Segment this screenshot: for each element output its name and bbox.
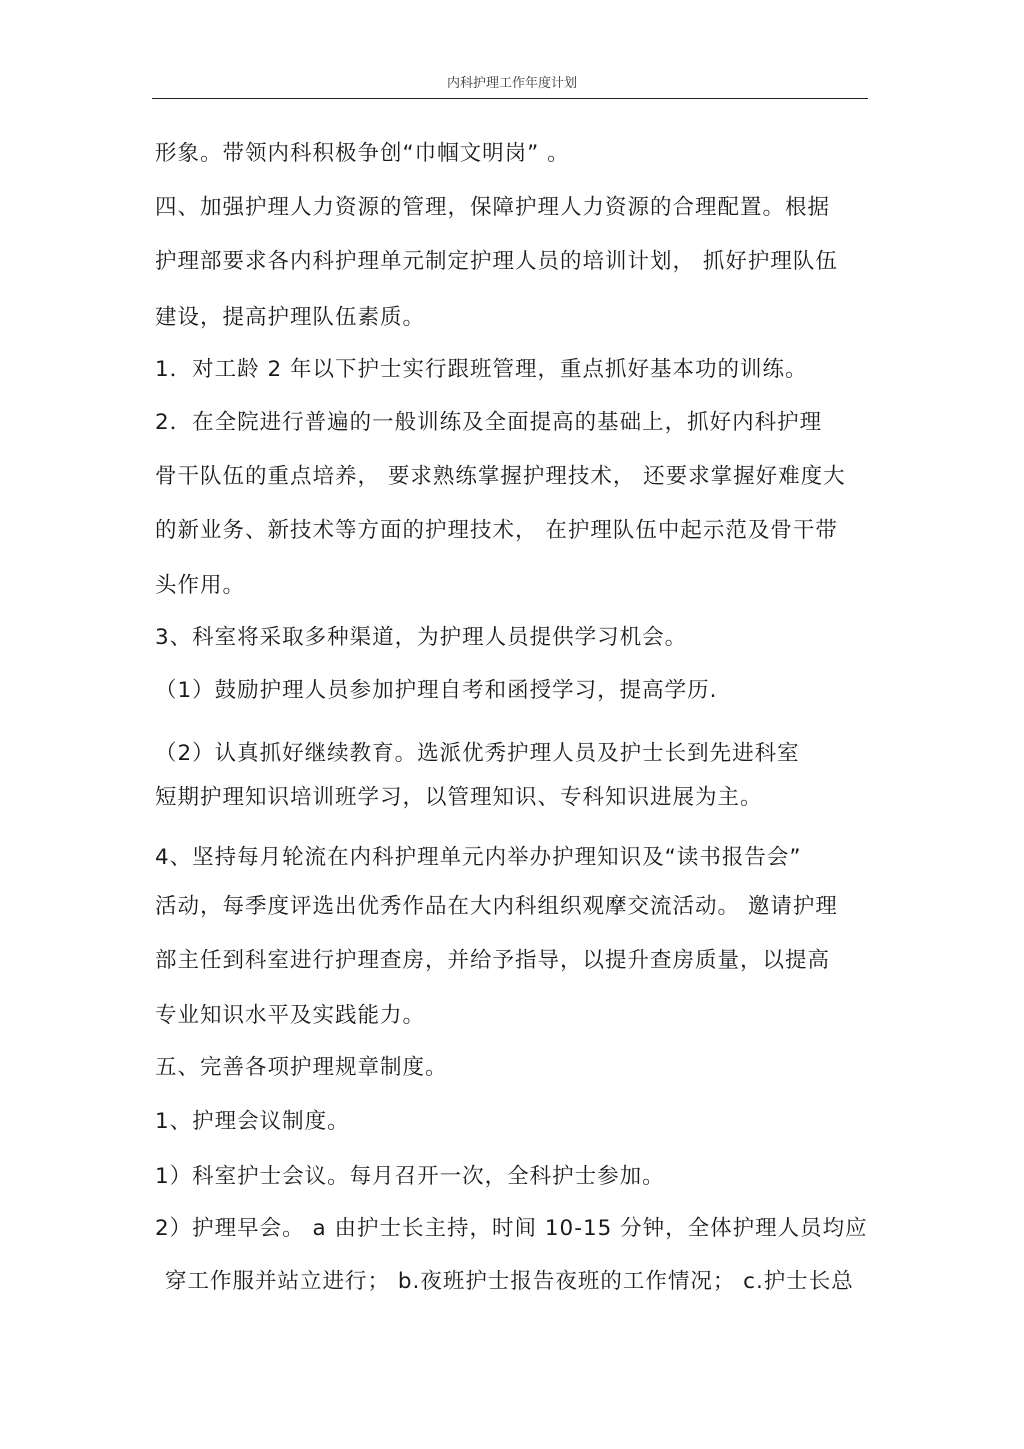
text-line: 专业知识水平及实践能力。	[155, 1003, 426, 1028]
text-line: 头作用。	[155, 573, 246, 598]
text-line: 1、护理会议制度。	[155, 1109, 350, 1134]
text-line: 建设，提高护理队伍素质。	[155, 305, 426, 330]
text-line: （1）鼓励护理人员参加护理自考和函授学习，提高学历.	[155, 678, 718, 703]
text-line: 的新业务、新技术等方面的护理技术， 在护理队伍中起示范及骨干带	[155, 518, 838, 543]
text-line: 3、科室将采取多种渠道，为护理人员提供学习机会。	[155, 625, 688, 650]
header-divider	[152, 98, 868, 99]
text-line: 部主任到科室进行护理查房，并给予指导，以提升查房质量，以提高	[155, 948, 831, 973]
text-line: 五、完善各项护理规章制度。	[155, 1055, 448, 1080]
text-line: 4、坚持每月轮流在内科护理单元内举办护理知识及“读书报告会”	[155, 845, 802, 870]
text-line: 1．对工龄 2 年以下护士实行跟班管理，重点抓好基本功的训练。	[155, 357, 808, 382]
text-line: 短期护理知识培训班学习，以管理知识、专科知识进展为主。	[155, 785, 763, 810]
page-header-title: 内科护理工作年度计划	[446, 76, 577, 91]
text-line: 穿工作服并站立进行； b.夜班护士报告夜班的工作情况； c.护士长总	[165, 1269, 854, 1294]
text-line: 活动，每季度评选出优秀作品在大内科组织观摩交流活动。 邀请护理	[155, 894, 838, 919]
text-line: 护理部要求各内科护理单元制定护理人员的培训计划， 抓好护理队伍	[155, 249, 838, 274]
text-line: 四、加强护理人力资源的管理，保障护理人力资源的合理配置。根据	[155, 195, 831, 220]
text-line: （2）认真抓好继续教育。选派优秀护理人员及护士长到先进科室	[155, 741, 800, 766]
text-line: 1）科室护士会议。每月召开一次，全科护士参加。	[155, 1164, 665, 1189]
text-line: 2）护理早会。 a 由护士长主持，时间 10-15 分钟，全体护理人员均应	[155, 1216, 868, 1241]
text-line: 形象。带领内科积极争创“巾帼文明岗” 。	[155, 141, 570, 166]
text-line: 2．在全院进行普遍的一般训练及全面提高的基础上，抓好内科护理	[155, 410, 823, 435]
text-line: 骨干队伍的重点培养， 要求熟练掌握护理技术， 还要求掌握好难度大	[155, 464, 846, 489]
